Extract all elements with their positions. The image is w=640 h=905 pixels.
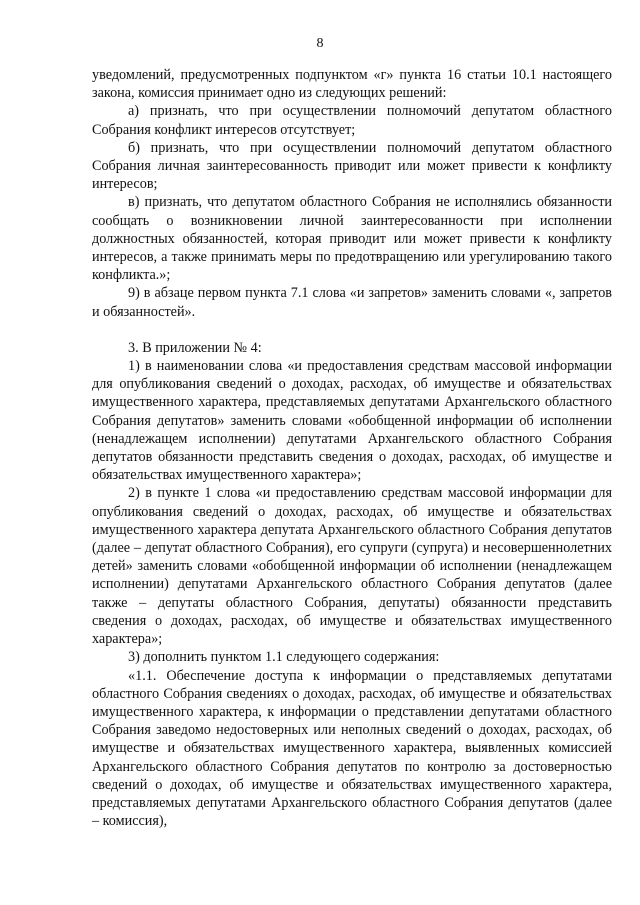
- document-body: [92, 66, 612, 830]
- paragraph: 2) в пункте 1 слова «и предоставлению средствам массовой информации для опубликования сведений о доходах, расходах, об имуществе и обязательствах имущественного характера депутата Архангельского областного Собрания депутатов (далее – депутат областного Собрания), его супруги (супруга) и несовершеннолетних детей» заменить словами «обобщенной информации об исполнении (ненадлежащем исполнении) депутатами Архангельского областного Собрания депутатов (далее также – депутаты областного Собрания, депутаты) обязанности представить сведения о доходах, расходах, об имуществе и обязательствах имущественного характера»;: [92, 485, 612, 648]
- paragraph: а) признать, что при осуществлении полномочий депутатом областного Собрания конфликт интересов отсутствует;: [92, 103, 612, 138]
- paragraph: 3) дополнить пунктом 1.1 следующего содержания:: [128, 649, 440, 666]
- paragraph: уведомлений, предусмотренных подпунктом «г» пункта 16 статьи 10.1 настоящего закона, комиссия принимает одно из следующих решений:: [92, 67, 612, 102]
- paragraph: в) признать, что депутатом областного Собрания не исполнялись обязанности сообщать о возникновении личной заинтересованности при исполнении должностных обязанностей, которая приводит или может привести к конфликту интересов, а также принимать меры по предотвращению или урегулированию такого конфликта.»;: [92, 194, 612, 284]
- paragraph: 9) в абзаце первом пункта 7.1 слова «и запретов» заменить словами «, запретов и обязанностей».: [92, 285, 612, 320]
- paragraph: «1.1. Обеспечение доступа к информации о представляемых депутатами областного Собрания сведениях о доходах, расходах, об имуществе и обязательствах имущественного характера, к информации о представлении депутатами областного Собрания заведомо недостоверных или неполных сведений о доходах, расходах, об имуществе и обязательствах имущественного характера, выявленных комиссией Архангельского областного Собрания депутатов по контролю за достоверностью сведений о доходах, об имуществе и обязательствах имущественного характера, представляемых депутатами Архангельского областного Собрания депутатов (далее – комиссия),: [92, 667, 612, 830]
- paragraph: б) признать, что при осуществлении полномочий депутатом областного Собрания личная заинтересованность приводит или может привести к конфликту интересов;: [92, 139, 612, 193]
- paragraph-gap: [92, 321, 612, 339]
- paragraph: 1) в наименовании слова «и предоставления средствам массовой информации для опубликования сведений о доходах, расходах, об имуществе и обязательствах имущественного характера, представляемых депутатами Архангельского областного Собрания депутатов» заменить словами «обобщенной информации об исполнении (ненадлежащем исполнении) депутатами Архангельского областного Собрания депутатов обязанности представить сведения о доходах, расходах, об имуществе и обязательствах имущественного характера»;: [92, 358, 612, 484]
- section-heading: 3. В приложении № 4:: [128, 339, 262, 356]
- page-number: 8: [316, 36, 324, 51]
